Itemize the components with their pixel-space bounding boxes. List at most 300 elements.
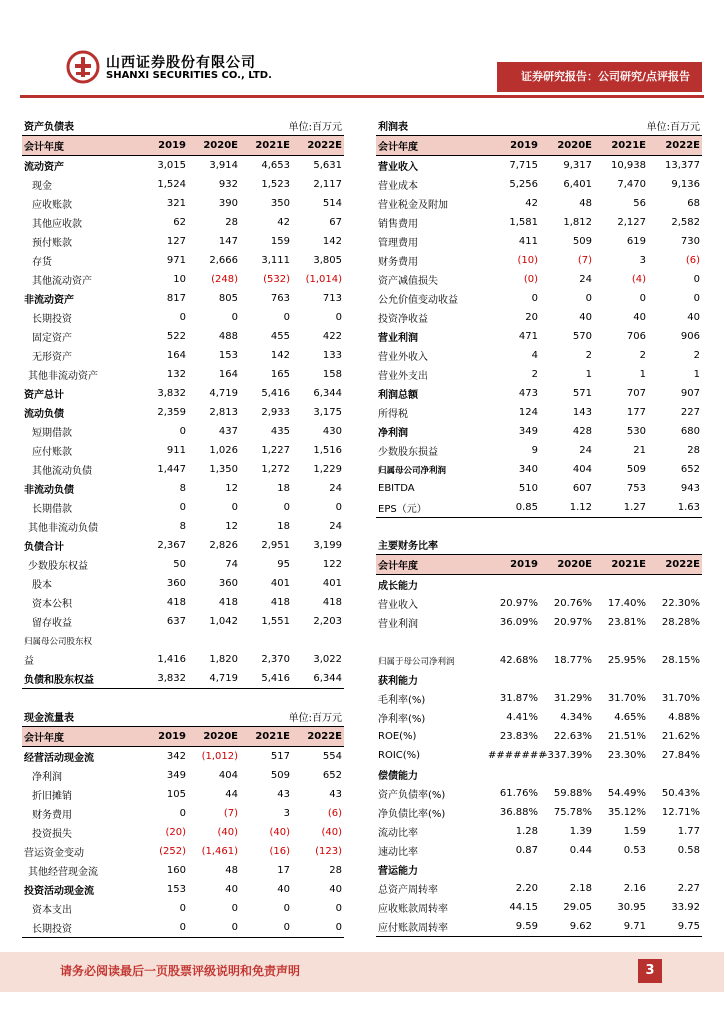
row-label: 流动资产 (24, 162, 64, 173)
cell-value: 0 (179, 426, 186, 437)
cell-value: 0 (188, 918, 240, 938)
cell-value: (1,014) (305, 274, 342, 285)
cell-value: 0 (335, 903, 342, 914)
cell-value: 24 (579, 445, 592, 456)
cell-value: 5,631 (313, 160, 342, 171)
row-label: 营业利润 (378, 619, 418, 630)
table-row (376, 365, 702, 384)
cell-value: 1,042 (209, 616, 238, 627)
cell-value: 23.81% (607, 617, 646, 628)
cell-value: 360 (218, 578, 238, 589)
cell-value: 0.53 (623, 845, 646, 856)
cell-value: 23.83% (499, 731, 538, 742)
cell-value: 1,820 (209, 654, 238, 665)
cell-value: 9,317 (563, 160, 592, 171)
cell-value: 1.59 (623, 826, 646, 837)
table-row (376, 632, 702, 651)
cell-value: 4 (531, 350, 538, 361)
cell-value: 1 (693, 369, 700, 380)
row-label: 销售费用 (378, 219, 418, 230)
year-label: 会计年度 (376, 555, 486, 575)
cell-value: 2 (531, 369, 538, 380)
cell-value: 411 (518, 236, 538, 247)
cell-value: 321 (166, 198, 186, 209)
cell-value: 23.30% (607, 750, 646, 761)
cell-value: 3,914 (209, 160, 238, 171)
table-row (22, 669, 344, 689)
row-label: 公允价值变动收益 (378, 295, 458, 306)
cell-value: 1,416 (157, 654, 186, 665)
row-label: 流动负债 (24, 409, 64, 420)
row-label: 毛利率(%) (378, 695, 426, 706)
financial-ratios-table (376, 535, 702, 937)
table-row (22, 631, 344, 650)
table-row (376, 232, 702, 251)
cell-value: 18 (277, 521, 290, 532)
cell-value: 31.70% (607, 693, 646, 704)
row-label: 非流动资产 (24, 295, 74, 306)
income-statement-table (376, 116, 702, 518)
cell-value: 42 (525, 198, 538, 209)
cell-value: 9.62 (540, 917, 594, 937)
row-label: 现金 (32, 181, 52, 192)
cell-value (540, 860, 594, 879)
row-label: 营运能力 (378, 866, 418, 877)
cell-value: 105 (166, 789, 186, 800)
cell-value: 6,401 (563, 179, 592, 190)
cell-value: 0 (231, 502, 238, 513)
page-footer (0, 952, 724, 992)
table-row (376, 670, 702, 689)
table-row (376, 689, 702, 708)
cell-value (486, 670, 540, 689)
row-label (376, 632, 486, 651)
cell-value: 40 (225, 884, 238, 895)
cell-value: 43 (329, 789, 342, 800)
cell-value: 29.05 (563, 902, 592, 913)
table-row (22, 308, 344, 327)
cell-value: 1 (639, 369, 646, 380)
cell-value: 67 (329, 217, 342, 228)
page-number: 3 (638, 959, 662, 983)
cell-value: 0 (639, 293, 646, 304)
table-row (22, 232, 344, 251)
row-label: 应收账款周转率 (378, 904, 448, 915)
cell-value: 514 (322, 198, 342, 209)
cell-value: 22.63% (553, 731, 592, 742)
table-row (22, 899, 344, 918)
disclaimer-text: 请务必阅读最后一页股票评级说明和免责声明 (60, 964, 301, 978)
row-label: ROE(%) (378, 731, 417, 742)
cell-value: (6) (327, 808, 342, 819)
cell-value: 1,812 (563, 217, 592, 228)
cell-value: 6,344 (292, 669, 344, 689)
cell-value: 31.29% (553, 693, 592, 704)
cell-value: 44.15 (509, 902, 538, 913)
cell-value: 3,199 (313, 540, 342, 551)
row-label: 固定资产 (32, 333, 72, 344)
cell-value: 3,111 (261, 255, 290, 266)
cell-value (292, 631, 344, 650)
table-row (376, 879, 702, 898)
cell-value: 12 (225, 483, 238, 494)
cell-value: 2,127 (617, 217, 646, 228)
cell-value: 404 (572, 464, 592, 475)
table-row (376, 498, 702, 518)
cell-value: 349 (518, 426, 538, 437)
cell-value: 2,813 (209, 407, 238, 418)
cell-value: 0 (179, 502, 186, 513)
cell-value: 2,370 (261, 654, 290, 665)
cell-value: 43 (277, 789, 290, 800)
row-label: 归属母公司净利润 (378, 465, 447, 476)
cell-value: 3 (283, 808, 290, 819)
cell-value: 2,367 (157, 540, 186, 551)
cell-value: 133 (322, 350, 342, 361)
cell-value: 2,951 (261, 540, 290, 551)
cell-value: 1,551 (261, 616, 290, 627)
cell-value: 75.78% (553, 807, 592, 818)
cell-value: 18.77% (553, 655, 592, 666)
table-row (376, 727, 702, 746)
cell-value (540, 575, 594, 595)
cell-value (648, 670, 702, 689)
cell-value: 907 (680, 388, 700, 399)
row-label: 总资产周转率 (378, 885, 438, 896)
cell-value: 805 (218, 293, 238, 304)
cell-value (594, 632, 648, 651)
cell-value: 1,447 (157, 464, 186, 475)
cell-value: 0 (283, 312, 290, 323)
cell-value: 165 (270, 369, 290, 380)
cell-value: (6) (685, 255, 700, 266)
cell-value: (252) (159, 846, 186, 857)
row-label: 应付账款周转率 (376, 917, 486, 937)
cell-value: 22.30% (661, 598, 701, 609)
cell-value: 510 (518, 483, 538, 494)
row-label: 营运资金变动 (24, 848, 84, 859)
cell-value: 40 (687, 312, 700, 323)
row-label: 成长能力 (378, 581, 418, 592)
year-header: 2021E (594, 555, 648, 575)
balance-sheet-table (22, 116, 344, 689)
cell-value: 522 (166, 331, 186, 342)
cell-value: 5,416 (240, 669, 292, 689)
cell-value: 435 (270, 426, 290, 437)
cell-value: 943 (680, 483, 700, 494)
row-label: 营业收入 (378, 600, 418, 611)
table-row (376, 860, 702, 879)
cell-value: 9,136 (671, 179, 700, 190)
table-row (22, 918, 344, 938)
row-label: 净利润 (378, 428, 408, 439)
cell-value: (7) (223, 808, 238, 819)
cell-value: 127 (166, 236, 186, 247)
balance-sheet-unit: 单位:百万元 (288, 122, 342, 133)
cell-value: 0 (283, 502, 290, 513)
cell-value: 0 (335, 502, 342, 513)
table-row (376, 708, 702, 727)
cell-value: 36.88% (499, 807, 538, 818)
cell-value (188, 631, 240, 650)
table-row (22, 327, 344, 346)
financial-ratios-title: 主要财务比率 (378, 541, 438, 552)
cell-value: 0.87 (515, 845, 538, 856)
cell-value: 652 (680, 464, 700, 475)
table-row (376, 803, 702, 822)
row-label: 资本支出 (32, 905, 72, 916)
row-label: 长期借款 (32, 504, 72, 515)
year-header: 2019 (486, 555, 540, 575)
cell-value: 10 (173, 274, 186, 285)
cell-value: 488 (218, 331, 238, 342)
cell-value: 2 (639, 350, 646, 361)
cell-value: 59.88% (553, 788, 592, 799)
cell-value: 8 (179, 521, 186, 532)
cell-value: 4,653 (261, 160, 290, 171)
cell-value: 17 (277, 865, 290, 876)
cell-value (540, 670, 594, 689)
cell-value: (40) (217, 827, 238, 838)
cell-value: 30.95 (617, 902, 646, 913)
cell-value: 20.76% (553, 598, 592, 609)
cell-value: 56 (633, 198, 646, 209)
cell-value: 730 (680, 236, 700, 247)
cell-value: 24 (329, 483, 342, 494)
year-header: 2019 (136, 136, 188, 156)
cell-value: 619 (626, 236, 646, 247)
cell-value: 2 (693, 350, 700, 361)
table-row (376, 327, 702, 346)
cash-flow-table (22, 707, 344, 938)
cell-value: 124 (518, 407, 538, 418)
row-label: 投资净收益 (378, 314, 428, 325)
cell-value (594, 670, 648, 689)
cell-value (594, 765, 648, 784)
cell-value: 0.44 (569, 845, 592, 856)
cell-value: 28 (225, 217, 238, 228)
page-header (0, 0, 724, 100)
cell-value: 20 (525, 312, 538, 323)
cell-value: 54.49% (607, 788, 646, 799)
cell-value: (1,012) (201, 751, 238, 762)
cell-value: 3,805 (313, 255, 342, 266)
cell-value: 707 (626, 388, 646, 399)
table-row (376, 422, 702, 441)
cell-value: 509 (572, 236, 592, 247)
cell-value: 62 (173, 217, 186, 228)
row-label: EBITDA (378, 483, 415, 494)
cell-value: 61.76% (499, 788, 538, 799)
cell-value: 142 (322, 236, 342, 247)
row-label: 少数股东损益 (378, 447, 438, 458)
year-header: 2022E (292, 136, 344, 156)
table-row (376, 346, 702, 365)
cell-value: (40) (321, 827, 342, 838)
row-label: 资本公积 (32, 599, 72, 610)
cell-value: 3,832 (136, 669, 188, 689)
row-label: 负债合计 (24, 542, 64, 553)
cell-value: 40 (277, 884, 290, 895)
row-label: 偿债能力 (378, 771, 418, 782)
year-header: 2021E (594, 136, 648, 156)
cell-value (486, 765, 540, 784)
cell-value: 3,022 (313, 654, 342, 665)
table-row (22, 156, 344, 176)
cell-value: 7,715 (509, 160, 538, 171)
cell-value: 147 (218, 236, 238, 247)
cell-value: 422 (322, 331, 342, 342)
cell-value (486, 860, 540, 879)
cell-value: 1.77 (677, 826, 701, 837)
cell-value: 4.88% (668, 712, 701, 723)
cell-value: 471 (518, 331, 538, 342)
cell-value: 21.51% (607, 731, 646, 742)
table-row (22, 842, 344, 861)
row-label: 其他经营现金流 (28, 867, 98, 878)
cell-value: 0 (179, 903, 186, 914)
cell-value: 1,581 (509, 217, 538, 228)
year-header: 2019 (136, 727, 188, 747)
row-label: EPS（元） (376, 498, 486, 518)
table-row (22, 213, 344, 232)
cell-value: (532) (263, 274, 290, 285)
row-label: 管理费用 (378, 238, 418, 249)
year-header: 2021E (240, 136, 292, 156)
cell-value: 401 (270, 578, 290, 589)
cell-value: 3,832 (157, 388, 186, 399)
row-label: 短期借款 (32, 428, 72, 439)
table-row (22, 880, 344, 899)
table-row (376, 613, 702, 632)
cell-value: 143 (572, 407, 592, 418)
cell-value: 530 (626, 426, 646, 437)
cell-value: 2 (585, 350, 592, 361)
row-label: 负债和股东权益 (22, 669, 136, 689)
cell-value: 132 (166, 369, 186, 380)
year-header: 2022E (292, 727, 344, 747)
table-row (376, 441, 702, 460)
cell-value: 2,933 (261, 407, 290, 418)
cell-value: (248) (211, 274, 238, 285)
cell-value: 652 (322, 770, 342, 781)
cell-value: 227 (680, 407, 700, 418)
cell-value: 1.28 (515, 826, 538, 837)
cell-value: 35.12% (607, 807, 646, 818)
cell-value: 0 (231, 903, 238, 914)
cell-value: 2,117 (313, 179, 342, 190)
cell-value: 360 (166, 578, 186, 589)
cell-value: 1,229 (313, 464, 342, 475)
cell-value: 24 (579, 274, 592, 285)
cash-flow-title: 现金流量表 (24, 713, 74, 724)
cell-value: 122 (322, 559, 342, 570)
cell-value: 607 (572, 483, 592, 494)
table-row (22, 785, 344, 804)
cell-value: 28 (687, 445, 700, 456)
cell-value: 9 (531, 445, 538, 456)
income-statement-unit: 单位:百万元 (646, 122, 700, 133)
year-header: 2020E (540, 555, 594, 575)
row-label: 长期投资 (32, 314, 72, 325)
row-label: 经营活动现金流 (24, 753, 94, 764)
cell-value: 68 (687, 198, 700, 209)
row-label: 所得税 (378, 409, 408, 420)
company-name-cn: 山西证券股份有限公司 (106, 55, 256, 71)
cell-value (648, 765, 702, 784)
cell-value: 159 (270, 236, 290, 247)
cell-value: 1.63 (648, 498, 702, 518)
cell-value: 50.43% (661, 788, 701, 799)
cell-value: 8 (179, 483, 186, 494)
cell-value: 1.27 (594, 498, 648, 518)
row-label: 留存收益 (32, 618, 72, 629)
cell-value: (1,461) (201, 846, 238, 857)
cell-value: 153 (166, 884, 186, 895)
cell-value: 0 (693, 274, 700, 285)
table-row (376, 308, 702, 327)
cell-value: 2,666 (209, 255, 238, 266)
table-row (376, 898, 702, 917)
row-label: 存货 (32, 257, 52, 268)
table-row (22, 861, 344, 880)
cell-value: 1,524 (157, 179, 186, 190)
cell-value: 437 (218, 426, 238, 437)
cell-value: 36.09% (499, 617, 538, 628)
report-type-banner: 证券研究报告：公司研究/点评报告 (497, 62, 702, 92)
cell-value: 0 (531, 293, 538, 304)
company-logo-icon (66, 50, 100, 84)
table-row (22, 612, 344, 631)
cell-value: 2.16 (623, 883, 646, 894)
cell-value: 0.58 (677, 845, 701, 856)
cell-value: 18 (277, 483, 290, 494)
cell-value: 0.85 (486, 498, 540, 518)
table-row (376, 822, 702, 841)
table-row (22, 365, 344, 384)
cell-value: 158 (322, 369, 342, 380)
cell-value: (7) (577, 255, 592, 266)
cell-value: 164 (218, 369, 238, 380)
cell-value: 517 (270, 751, 290, 762)
table-row (376, 384, 702, 403)
cell-value: 0 (585, 293, 592, 304)
table-row (376, 270, 702, 289)
cell-value: 911 (166, 445, 186, 456)
cell-value (540, 765, 594, 784)
table-row (376, 213, 702, 232)
table-row (376, 403, 702, 422)
cell-value: 2.20 (515, 883, 538, 894)
cell-value: (4) (631, 274, 646, 285)
cell-value: 0 (335, 312, 342, 323)
cell-value: 20.97% (553, 617, 592, 628)
table-row (376, 156, 702, 176)
row-label: 获利能力 (378, 676, 418, 687)
table-row (22, 251, 344, 270)
row-label: 营业外收入 (378, 352, 428, 363)
cell-value: 20.97% (499, 598, 538, 609)
cell-value: 7,470 (617, 179, 646, 190)
cell-value: (20) (165, 827, 186, 838)
cell-value: 418 (166, 597, 186, 608)
table-row (376, 575, 702, 595)
cell-value: 763 (270, 293, 290, 304)
row-label: 利润总额 (378, 390, 418, 401)
table-row (22, 460, 344, 479)
row-label: 投资活动现金流 (24, 886, 94, 897)
header-divider (20, 95, 704, 98)
